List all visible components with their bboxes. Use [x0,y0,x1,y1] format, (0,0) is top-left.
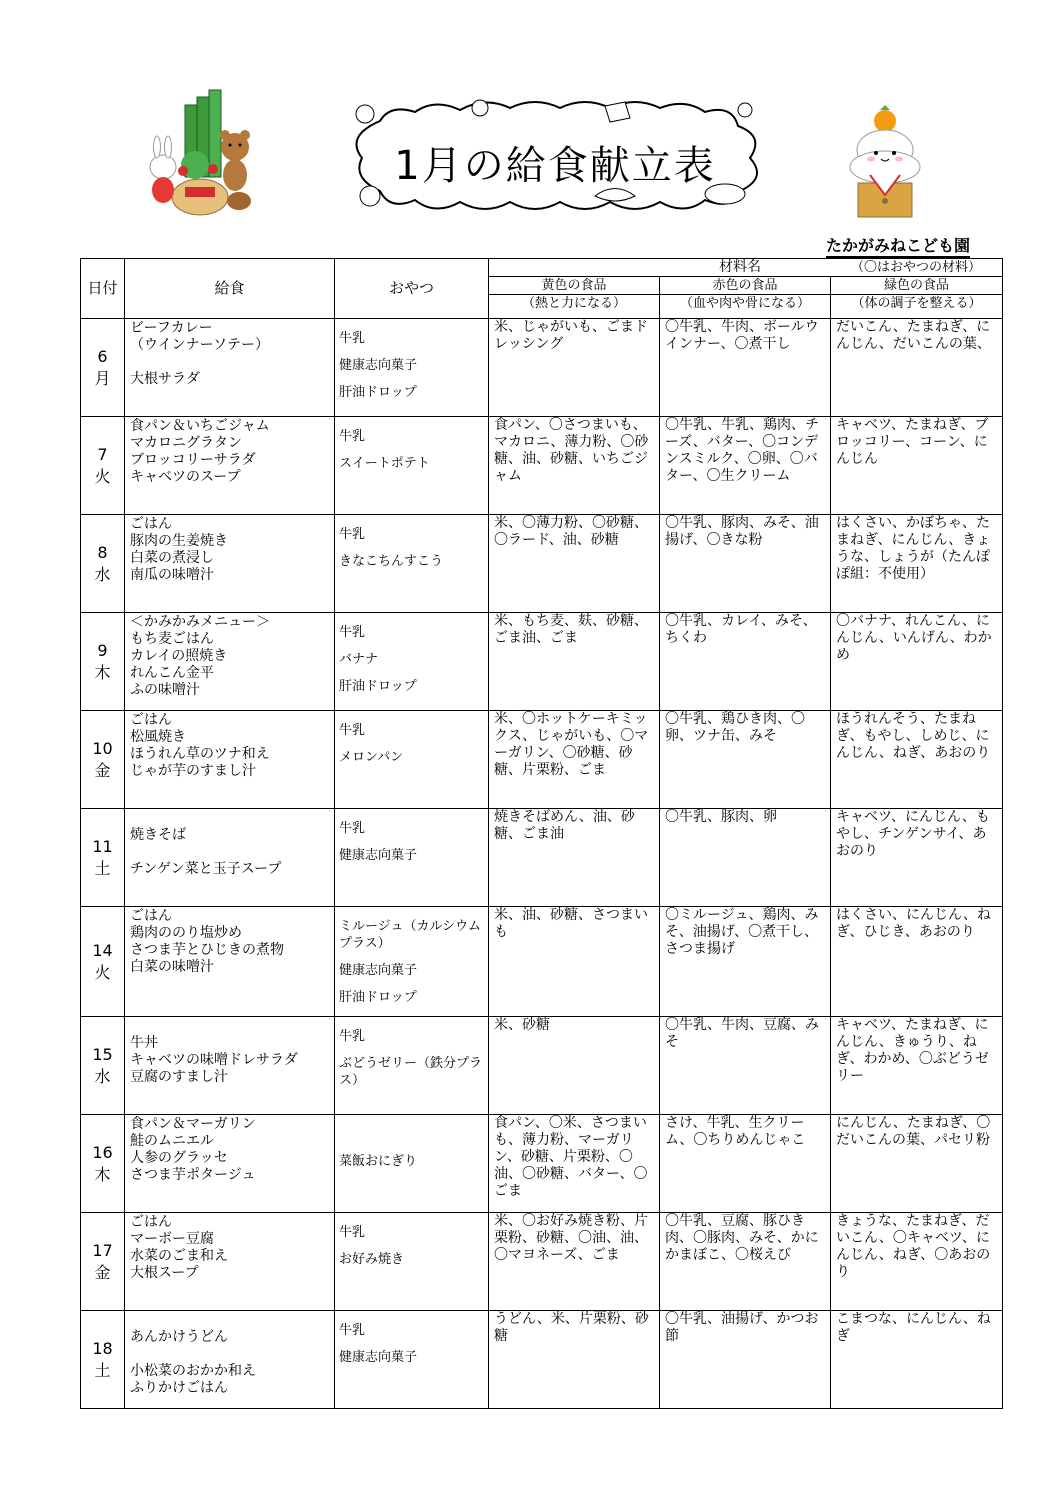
weekday: 水 [94,564,111,584]
red-foods-cell: 〇牛乳、牛肉、ボールウインナー、〇煮干し [660,319,831,417]
yellow-foods-cell: 食パン、〇米、さつまいも、薄力粉、マーガリン、砂糖、片栗粉、〇油、〇砂糖、バター、〇ごま [489,1115,660,1213]
snack-cell [335,907,489,1017]
header-red-sub: （血や肉や骨になる） [660,295,831,319]
lunch-item: 松風焼き [130,729,186,745]
lunch-item: ふの味噌汁 [130,682,200,698]
snack-item: 牛乳 [339,429,366,444]
lunch-item: あんかけうどん [130,1329,228,1345]
lunch-cell [125,515,335,613]
yellow-foods-cell: 米、〇ホットケーキミックス、じゃがいも、〇マーガリン、〇砂糖、砂糖、片栗粉、ごま [489,711,660,809]
lunch-item: もち麦ごはん [130,631,214,647]
lunch-item: キャベツの味噌ドレサラダ [130,1052,298,1068]
snack-item: 牛乳 [339,1323,366,1338]
header-green: 緑色の食品 [831,277,1003,295]
day-number: 16 [92,1142,113,1162]
lunch-item: 鮭のムニエル [130,1133,214,1149]
menu-row [81,613,1003,711]
lunch-item: カレイの照焼き [130,648,228,664]
green-foods-cell: こまつな、にんじん、ねぎ [831,1311,1003,1409]
lunch-item [130,1312,331,1329]
kagami-mochi-illustration [840,105,930,220]
red-foods-cell: 〇牛乳、油揚げ、かつお節 [660,1311,831,1409]
menu-row [81,1213,1003,1311]
lunch-item: 白菜の味噌汁 [130,959,214,975]
red-foods-cell: 〇牛乳、豆腐、豚ひき肉、〇豚肉、みそ、かにかまぼこ、〇桜えび [660,1213,831,1311]
snack-item: ミルージュ（カルシウムプラス） [339,919,482,951]
snack-item [339,1126,485,1143]
green-foods-cell: にんじん、たまねぎ、〇だいこんの葉、パセリ粉 [831,1115,1003,1213]
snack-cell [335,613,489,711]
date-cell [81,613,125,711]
snack-item: 牛乳 [339,331,366,346]
date-cell [81,1311,125,1409]
lunch-item: 大根スープ [130,1265,199,1281]
snack-cell [335,417,489,515]
lunch-item: 人参のグラッセ [130,1150,228,1166]
green-foods-cell: だいこん、たまねぎ、にんじん、だいこんの葉、 [831,319,1003,417]
date-cell [81,417,125,515]
red-foods-cell: さけ、牛乳、生クリーム、〇ちりめんじゃこ [660,1115,831,1213]
date-cell [81,711,125,809]
lunch-item: キャベツのスープ [130,469,241,485]
snack-cell [335,711,489,809]
lunch-item: じゃが芋のすまし汁 [130,763,256,779]
lunch-item: ＜かみかみメニュー＞ [130,614,270,630]
red-foods-cell: 〇牛乳、カレイ、みそ、ちくわ [660,613,831,711]
page-title: 1月の給食献立表 [394,143,716,189]
day-number: 6 [97,346,108,366]
lunch-item [130,354,331,371]
green-foods-cell: はくさい、かぼちゃ、たまねぎ、にんじん、きょうな、しょうが（たんぽぽ組：不使用） [831,515,1003,613]
day-number: 10 [92,738,113,758]
snack-item: 牛乳 [339,821,366,836]
weekday: 水 [94,1066,111,1086]
lunch-cell [125,1115,335,1213]
lunch-item [130,810,331,827]
snack-cell [335,515,489,613]
snack-item: お好み焼き [339,1252,405,1267]
header-green-sub: （体の調子を整える） [831,295,1003,319]
lunch-item: 大根サラダ [130,371,200,387]
lunch-item: 牛丼 [130,1035,158,1051]
lunch-item: ふりかけごはん [130,1380,228,1396]
yellow-foods-cell: 米、もち麦、麸、砂糖、ごま油、ごま [489,613,660,711]
snack-item: 牛乳 [339,1225,366,1240]
menu-table [80,258,1003,1409]
lunch-cell [125,417,335,515]
menu-row [81,1017,1003,1115]
lunch-item: 食パン＆いちごジャム [130,418,270,434]
yellow-foods-cell: 米、〇薄力粉、〇砂糖、〇ラード、油、砂糖 [489,515,660,613]
snack-item: バナナ [339,652,379,667]
header-red: 赤色の食品 [660,277,831,295]
yellow-foods-cell: 米、油、砂糖、さつまいも [489,907,660,1017]
header-yellow: 黄色の食品 [489,277,660,295]
green-foods-cell: 〇バナナ、れんこん、にんじん、いんげん、わかめ [831,613,1003,711]
lunch-item: ほうれん草のツナ和え [130,746,270,762]
lunch-cell [125,711,335,809]
weekday: 火 [94,466,111,486]
lunch-item [130,844,331,861]
snack-item: 菜飯おにぎり [339,1154,418,1169]
menu-row [81,319,1003,417]
snack-item: 肝油ドロップ [339,679,417,694]
lunch-cell [125,907,335,1017]
snack-item: きなこちんすこう [339,554,444,569]
header-date: 日付 [81,259,125,319]
menu-row [81,809,1003,907]
weekday: 月 [94,368,111,388]
green-foods-cell: キャベツ、にんじん、もやし、チンゲンサイ、あおのり [831,809,1003,907]
lunch-item: 白菜の煮浸し [130,550,214,566]
date-cell [81,1115,125,1213]
yellow-foods-cell: 食パン、〇さつまいも、マカロニ、薄力粉、〇砂糖、油、砂糖、いちごジャム [489,417,660,515]
snack-item: 牛乳 [339,1029,366,1044]
menu-row [81,1311,1003,1409]
lunch-item [130,1018,331,1035]
lunch-cell [125,613,335,711]
green-foods-cell: はくさい、にんじん、ねぎ、ひじき、あおのり [831,907,1003,1017]
lunch-cell [125,1311,335,1409]
day-number: 9 [97,640,108,660]
snack-item: 健康志向菓子 [339,848,418,863]
date-cell [81,1017,125,1115]
lunch-cell [125,1213,335,1311]
lunch-cell [125,319,335,417]
lunch-item: （ウインナーソテー） [130,337,270,353]
yellow-foods-cell: 米、〇お好み焼き粉、片栗粉、砂糖、〇油、油、〇マヨネーズ、ごま [489,1213,660,1311]
date-cell [81,907,125,1017]
header-materials: 材料名 [719,259,761,275]
day-number: 7 [97,444,108,464]
lunch-item: ごはん [130,712,172,728]
lunch-item: 鶏肉ののり塩炒め [130,925,242,941]
kadomatsu-animals-illustration [135,85,255,220]
snack-item: 健康志向菓子 [339,358,418,373]
lunch-cell [125,1017,335,1115]
green-foods-cell: ほうれんそう、たまねぎ、もやし、しめじ、にんじん、ねぎ、あおのり [831,711,1003,809]
lunch-item: チンゲン菜と玉子スープ [130,861,282,877]
menu-row [81,907,1003,1017]
yellow-foods-cell: うどん、米、片栗粉、砂糖 [489,1311,660,1409]
header-materials-note: （〇はおやつの材料） [851,260,982,275]
red-foods-cell: 〇牛乳、豚肉、卵 [660,809,831,907]
snack-item: 肝油ドロップ [339,990,417,1005]
snack-item: 健康志向菓子 [339,963,418,978]
header-snack: おやつ [335,259,489,319]
date-cell [81,1213,125,1311]
lunch-item [130,1346,331,1363]
red-foods-cell: 〇牛乳、豚肉、みそ、油揚げ、〇きな粉 [660,515,831,613]
snack-item: ぶどうゼリー（鉄分プラス） [339,1056,483,1088]
menu-row [81,515,1003,613]
weekday: 土 [94,1360,111,1380]
red-foods-cell: 〇牛乳、牛肉、豆腐、みそ [660,1017,831,1115]
school-name: たかがみねこども園 [826,236,970,258]
weekday: 金 [94,1262,111,1282]
lunch-item: れんこん金平 [130,665,214,681]
snack-item: 牛乳 [339,723,366,738]
lunch-item: ごはん [130,516,172,532]
yellow-foods-cell: 米、じゃがいも、ごまドレッシング [489,319,660,417]
weekday: 金 [94,760,111,780]
lunch-item: 豚肉の生姜焼き [130,533,228,549]
day-number: 15 [92,1044,113,1064]
day-number: 14 [92,940,113,960]
red-foods-cell: 〇ミルージュ、鶏肉、みそ、油揚げ、〇煮干し、さつま揚げ [660,907,831,1017]
lunch-item: 南瓜の味噌汁 [130,567,214,583]
header-yellow-sub: （熱と力になる） [489,295,660,319]
day-number: 11 [92,836,113,856]
snack-cell [335,1115,489,1213]
snack-item: 牛乳 [339,527,366,542]
day-number: 18 [92,1338,113,1358]
date-cell [81,515,125,613]
green-foods-cell: きょうな、たまねぎ、だいこん、〇キャベツ、にんじん、ねぎ、〇あおのり [831,1213,1003,1311]
lunch-item: ごはん [130,1214,172,1230]
snack-cell [335,319,489,417]
date-cell [81,809,125,907]
weekday: 木 [94,662,111,682]
day-number: 17 [92,1240,113,1260]
weekday: 土 [94,858,111,878]
green-foods-cell: キャベツ、たまねぎ、ブロッコリー、コーン、にんじん [831,417,1003,515]
lunch-item: マーボー豆腐 [130,1231,214,1247]
weekday: 火 [94,962,111,982]
menu-body [81,319,1003,1409]
red-foods-cell: 〇牛乳、鶏ひき肉、〇卵、ツナ缶、みそ [660,711,831,809]
menu-row [81,711,1003,809]
lunch-item: 食パン＆マーガリン [130,1116,256,1132]
menu-row [81,417,1003,515]
lunch-item: 水菜のごま和え [130,1248,228,1264]
red-foods-cell: 〇牛乳、牛乳、鶏肉、チーズ、バター、〇コンデンスミルク、〇卵、〇バター、〇生クリーム [660,417,831,515]
lunch-cell [125,809,335,907]
yellow-foods-cell: 焼きそばめん、油、砂糖、ごま油 [489,809,660,907]
snack-cell [335,1017,489,1115]
lunch-item: 焼きそば [130,827,186,843]
snack-cell [335,1213,489,1311]
snack-item: メロンパン [339,750,404,765]
lunch-item: さつま芋ポタージュ [130,1167,256,1183]
yellow-foods-cell: 米、砂糖 [489,1017,660,1115]
date-cell [81,319,125,417]
lunch-item: 豆腐のすまし汁 [130,1069,228,1085]
lunch-item: ビーフカレー [130,320,213,336]
menu-row [81,1115,1003,1213]
snack-cell [335,809,489,907]
snack-item: 肝油ドロップ [339,385,417,400]
weekday: 木 [94,1164,111,1184]
lunch-item: ブロッコリーサラダ [130,452,256,468]
lunch-item: 小松菜のおかか和え [130,1363,256,1379]
header-lunch: 給食 [125,259,335,319]
snack-item: 牛乳 [339,625,366,640]
lunch-item: マカロニグラタン [130,435,242,451]
green-foods-cell: キャベツ、たまねぎ、にんじん、きゅうり、ねぎ、わかめ、〇ぶどうゼリー [831,1017,1003,1115]
lunch-item: さつま芋とひじきの煮物 [130,942,284,958]
snack-item: スイートポテト [339,456,430,471]
day-number: 8 [97,542,108,562]
lunch-item: ごはん [130,908,172,924]
snack-cell [335,1311,489,1409]
snack-item: 健康志向菓子 [339,1350,418,1365]
